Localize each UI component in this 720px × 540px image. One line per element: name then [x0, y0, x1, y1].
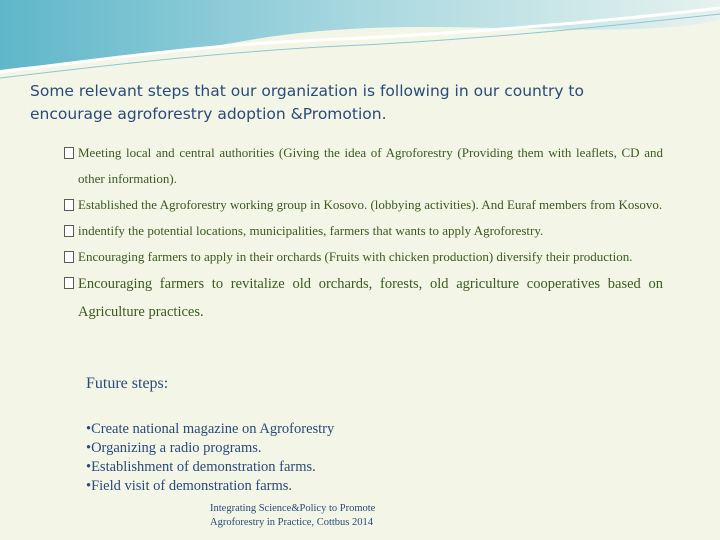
- slide-title: [30, 80, 670, 126]
- title-line-1: Some relevant steps that our organization is following in our country to: [30, 82, 584, 100]
- list-item: Meeting local and central authorities (Giving the idea of Agroforestry (Providing them with leaflets, CD and other information).: [78, 140, 663, 192]
- list-item: •Establishment of demonstration farms.: [86, 459, 316, 475]
- title-line-2: encourage agroforestry adoption &Promotion.: [30, 105, 387, 123]
- list-item: Encouraging farmers to revitalize old orchards, forests, old agriculture cooperatives based on Agriculture practices.: [78, 270, 663, 326]
- checkbox-bullet-icon: [64, 147, 74, 159]
- list-item: indentify the potential locations, municipalities, farmers that wants to apply Agroforestry.: [78, 218, 663, 244]
- checkbox-bullet-icon: [64, 251, 74, 263]
- list-item: •Create national magazine on Agroforestry: [86, 421, 335, 437]
- future-steps-heading: Future steps:: [86, 375, 169, 392]
- future-steps-list: [86, 420, 334, 496]
- list-item: Established the Agroforestry working group in Kosovo. (lobbying activities). And Euraf members from Kosovo.: [78, 192, 663, 218]
- footer-line-2: Agroforestry in Practice, Cottbus 2014: [210, 517, 374, 528]
- list-item: •Organizing a radio programs.: [86, 440, 262, 456]
- checkbox-bullet-icon: [64, 277, 74, 289]
- list-item: Encouraging farmers to apply in their orchards (Fruits with chicken production) diversify their production.: [78, 244, 663, 270]
- footer-caption: [210, 502, 375, 530]
- checkbox-bullet-icon: [64, 199, 74, 211]
- checkbox-bullet-icon: [64, 225, 74, 237]
- list-item: •Field visit of demonstration farms.: [86, 478, 293, 494]
- header-wave-banner: [0, 0, 720, 85]
- footer-line-1: Integrating Science&Policy to Promote: [210, 503, 376, 514]
- steps-list: [78, 140, 663, 326]
